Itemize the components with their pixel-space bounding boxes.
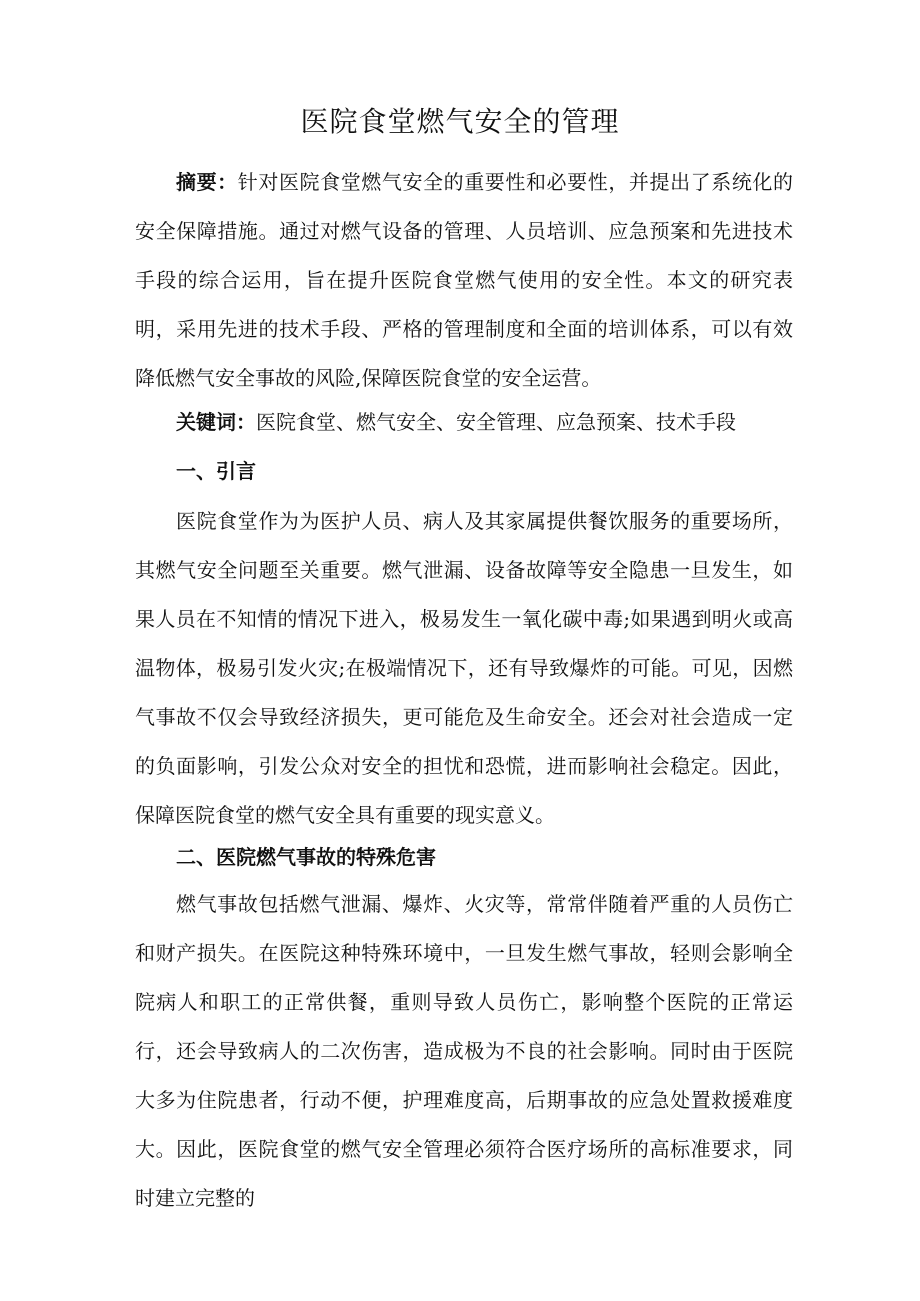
- abstract-text: 针对医院食堂燃气安全的重要性和必要性，并提出了系统化的安全保障措施。通过对燃气设备的管理、人员培训、应急预案和先进技术手段的综合运用，旨在提升医院食堂燃气使用的安全性。本文的研究表明，采用先进的技术手段、严格的管理制度和全面的培训体系，可以有效降低燃气安全事故的风险,保障医院食堂的安全运营。: [135, 170, 794, 390]
- section-heading-introduction: 一、引言: [176, 459, 256, 483]
- document-title: 医院食堂燃气安全的管理: [300, 105, 620, 138]
- abstract-paragraph: [135, 158, 793, 403]
- keywords-text: 医院食堂、燃气安全、安全管理、应急预案、技术手段: [256, 410, 736, 434]
- section-heading-special-hazards: 二、医院燃气事故的特殊危害: [176, 845, 436, 869]
- keywords-label: 关键词：: [176, 410, 256, 434]
- section-paragraph-introduction: 医院食堂作为为医护人员、病人及其家属提供餐饮服务的重要场所，其燃气安全问题至关重要。燃气泄漏、设备故障等安全隐患一旦发生，如果人员在不知情的情况下进入，极易发生一氧化碳中毒;如果遇到明火或高温物体，极易引发火灾;在极端情况下，还有导致爆炸的可能。可见，因燃气事故不仅会导致经济损失，更可能危及生命安全。还会对社会造成一定的负面影响，引发公众对安全的担忧和恐慌，进而影响社会稳定。因此，保障医院食堂的燃气安全具有重要的现实意义。: [135, 509, 793, 827]
- keywords-line: [176, 402, 736, 442]
- section-paragraph-special-hazards: 燃气事故包括燃气泄漏、爆炸、火灾等，常常伴随着严重的人员伤亡和财产损失。在医院这种特殊环境中，一旦发生燃气事故，轻则会影响全院病人和职工的正常供餐，重则导致人员伤亡，影响整个医院的正常运行，还会导致病人的二次伤害，造成极为不良的社会影响。同时由于医院大多为住院患者，行动不便，护理难度高，后期事故的应急处置救援难度大。因此，医院食堂的燃气安全管理必须符合医疗场所的高标准要求，同时建立完整的: [135, 892, 793, 1210]
- abstract-label: 摘要：: [176, 170, 238, 194]
